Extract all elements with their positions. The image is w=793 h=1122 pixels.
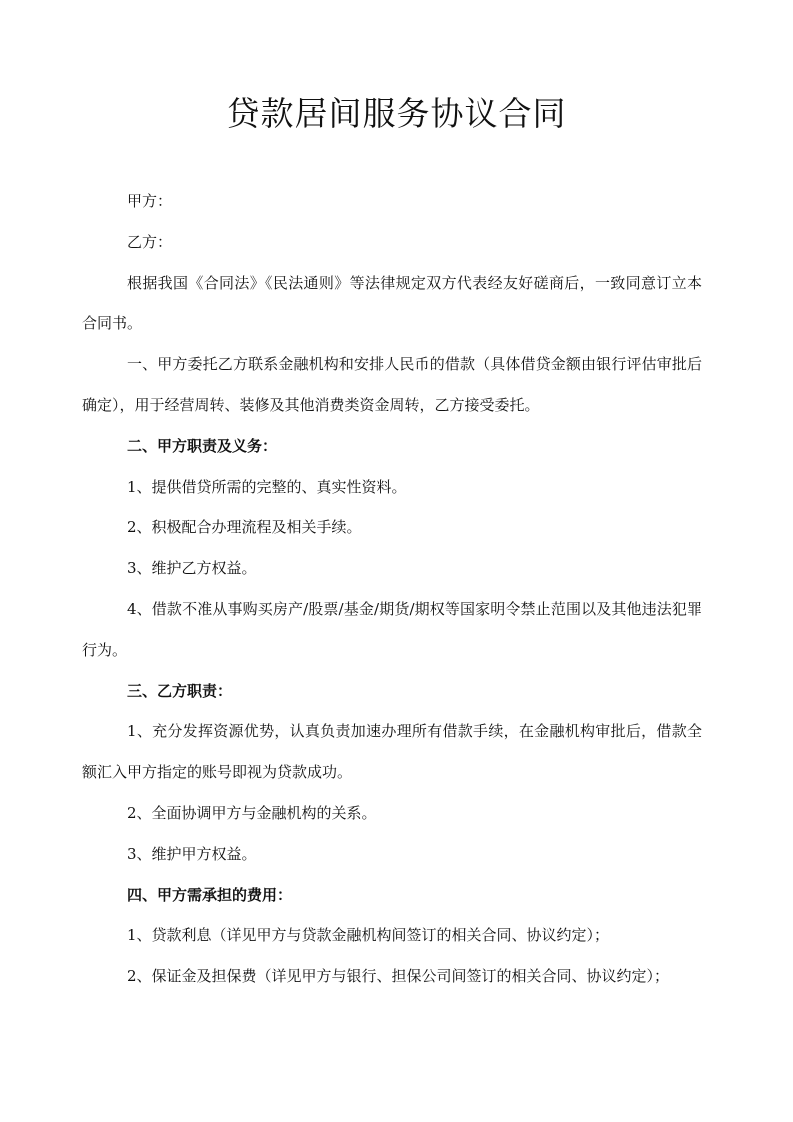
paragraph-party-b-duty-3: 3、维护甲方权益。 <box>127 844 257 863</box>
paragraph-party-b-duty-1: 1、充分发挥资源优势，认真负责加速办理所有借款手续，在金融机构审批后，借款全额汇入甲方指定的账号即视为贷款成功。 <box>82 722 702 782</box>
section-heading-party-a-duties: 二、甲方职责及义务： <box>127 436 278 455</box>
section-heading-party-a-fees: 四、甲方需承担的费用： <box>127 885 293 904</box>
section-heading-party-b-duties: 三、乙方职责： <box>127 681 233 700</box>
paragraph-party-a: 甲方： <box>127 192 173 210</box>
paragraph-party-a-duty-2: 2、积极配合办理流程及相关手续。 <box>127 518 362 537</box>
paragraph-party-a-duty-4: 4、借款不准从事购买房产/股票/基金/期货/期权等国家明令禁止范围以及其他违法犯罪行为。 <box>82 599 702 659</box>
paragraph-party-a-duty-3: 3、维护乙方权益。 <box>127 559 257 578</box>
paragraph-fee-2: 2、保证金及担保费（详见甲方与银行、担保公司间签订的相关合同、协议约定）； <box>127 967 670 986</box>
paragraph-party-a-duty-1: 1、提供借贷所需的完整的、真实性资料。 <box>127 477 407 496</box>
paragraph-party-b-duty-2: 2、全面协调甲方与金融机构的关系。 <box>127 803 377 822</box>
document-title: 贷款居间服务协议合同 <box>226 94 567 133</box>
document-body <box>82 181 702 997</box>
paragraph-preamble: 根据我国《合同法》《民法通则》等法律规定双方代表经友好磋商后，一致同意订立本合同书。 <box>82 273 702 333</box>
paragraph-party-b: 乙方： <box>127 232 173 251</box>
paragraph-fee-1: 1、贷款利息（详见甲方与贷款金融机构间签订的相关合同、协议约定）； <box>127 926 610 945</box>
paragraph-clause-1: 一、甲方委托乙方联系金融机构和安排人民币的借款（具体借贷金额由银行评估审批后确定），用于经营周转、装修及其他消费类资金周转，乙方接受委托。 <box>82 355 702 414</box>
